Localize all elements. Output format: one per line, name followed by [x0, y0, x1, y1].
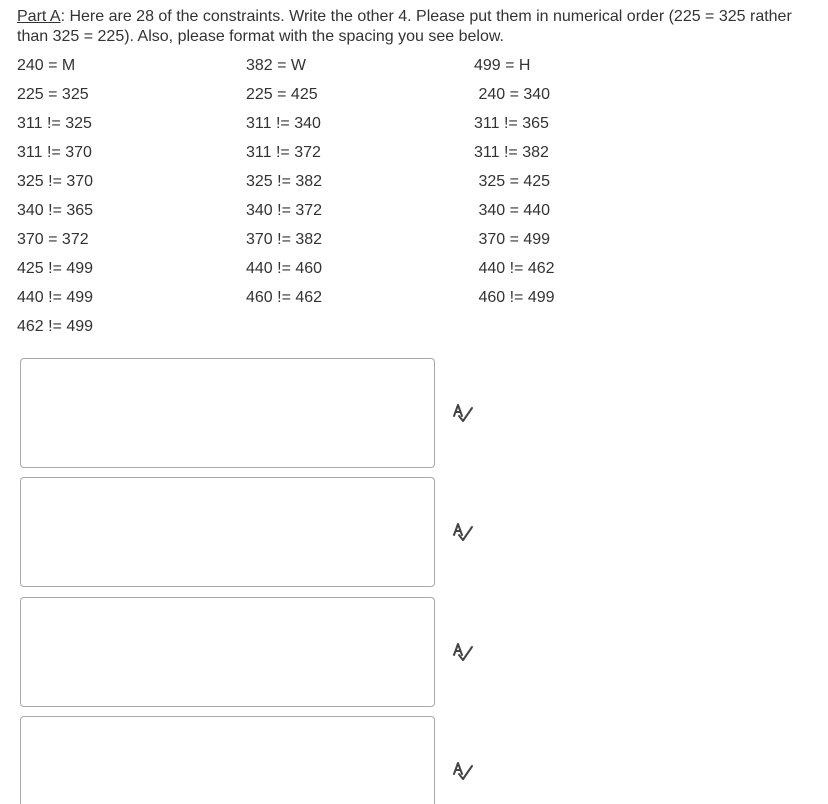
- constraint: 462 != 499: [17, 318, 94, 335]
- instructions-text: : Here are 28 of the constraints. Write the other 4. Please put them in numerical order (225 = 325 rather than 325 = 225). Also, please format with the spacing you see below.: [17, 8, 792, 45]
- constraint: 225 = 325: [17, 86, 89, 103]
- constraint: 240 = 340: [474, 86, 551, 103]
- spellcheck-icon[interactable]: [452, 402, 474, 424]
- constraint: 460 != 462: [246, 289, 323, 306]
- constraint: 311 != 382: [474, 144, 549, 161]
- answer-block-2: [20, 477, 435, 592]
- constraint: 440 != 499: [17, 289, 94, 306]
- constraint: 325 != 370: [17, 173, 94, 190]
- question-instructions: [17, 7, 817, 47]
- constraint: 440 != 460: [246, 260, 323, 277]
- answer-block-3: [20, 597, 435, 712]
- constraint: 440 != 462: [474, 260, 555, 277]
- constraint: 225 = 425: [246, 86, 318, 103]
- constraint: 240 = M: [17, 57, 76, 74]
- constraint: 370 = 499: [474, 231, 551, 248]
- answer-block-4: [20, 716, 435, 804]
- spellcheck-icon[interactable]: [452, 521, 474, 543]
- constraint: 460 != 499: [474, 289, 555, 306]
- constraint: 325 = 425: [474, 173, 551, 190]
- constraint: 340 != 372: [246, 202, 323, 219]
- answer-input-4[interactable]: [20, 716, 435, 804]
- constraint: 425 != 499: [17, 260, 94, 277]
- constraint: 340 != 365: [17, 202, 94, 219]
- answer-input-1[interactable]: [20, 358, 435, 468]
- part-label: Part A: [17, 8, 61, 25]
- spellcheck-icon[interactable]: [452, 760, 474, 782]
- constraint: 325 != 382: [246, 173, 323, 190]
- spellcheck-icon[interactable]: [452, 641, 474, 663]
- constraint: 370 != 382: [246, 231, 323, 248]
- constraint: 340 = 440: [474, 202, 551, 219]
- constraint: 382 = W: [246, 57, 307, 74]
- constraint: 311 != 340: [246, 115, 321, 132]
- constraint: 370 = 372: [17, 231, 89, 248]
- constraint: 311 != 372: [246, 144, 321, 161]
- answer-input-2[interactable]: [20, 477, 435, 587]
- answer-input-3[interactable]: [20, 597, 435, 707]
- constraint: 311 != 325: [17, 115, 92, 132]
- answer-block-1: [20, 358, 435, 473]
- constraint: 499 = H: [474, 57, 531, 74]
- constraint: 311 != 365: [474, 115, 549, 132]
- constraint: 311 != 370: [17, 144, 92, 161]
